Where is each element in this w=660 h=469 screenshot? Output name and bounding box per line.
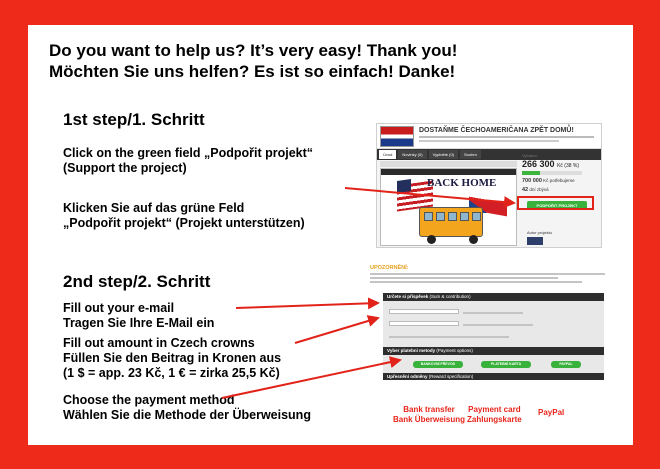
nav-tab-intro[interactable]: Úvod (379, 150, 396, 159)
reward-section-header: Upřesnění odměny (Reward specification) (383, 373, 604, 380)
contribution-section-header: Určete si příspěvek (Sum & contribution) (383, 293, 604, 301)
arrow-step1 (345, 188, 514, 203)
support-project-button[interactable]: PODPOŘIT PROJEKT (527, 201, 587, 210)
step1-instruction-de-sub: „Podpořit projekt“ (Projekt unterstützen) (63, 216, 305, 230)
nav-tab-news[interactable]: Novinky (0) (398, 150, 426, 159)
days-left: 42 (522, 187, 529, 193)
arrow-amount (295, 318, 378, 343)
arrow-email (236, 303, 378, 308)
step2-amount-en: Fill out amount in Czech crowns (63, 336, 255, 350)
bank-transfer-button[interactable]: BANKOVNÍ PŘEVOD (413, 361, 463, 368)
step2-title: 2nd step/2. Schritt (63, 272, 211, 291)
collected-label: Vybráno (522, 153, 537, 158)
step1-instruction-en: Click on the green field „Podpořit projekt“ (63, 146, 314, 160)
nav-tab-fill[interactable]: Vyplněte (0) (429, 150, 458, 159)
step2-amount-de: Füllen Sie den Beitrag in Kronen aus (63, 351, 282, 365)
step2-email-en: Fill out your e-mail (63, 301, 175, 315)
step1-instruction-de: Klicken Sie auf das grüne Feld (63, 201, 245, 215)
payment-section-header: Vyber platební metody (Payment options) (383, 347, 604, 355)
step2-rate: (1 $ = app. 23 Kč, 1 € = zirka 25,5 Kč) (63, 366, 280, 380)
nav-tab-summary[interactable]: Souhrn (460, 150, 481, 159)
target-label: Kč potřebujeme (543, 178, 575, 183)
warning-heading: UPOZORNĚNÍ: (370, 265, 409, 271)
step1-instruction-en-sub: (Support the project) (63, 161, 187, 175)
author-label: Autor projektu (527, 230, 552, 235)
headline-english: Do you want to help us? It’s very easy! Thank you! (49, 41, 458, 60)
target-amount: 700 000 (522, 178, 542, 184)
collected-amount: 266 300 (522, 159, 555, 169)
headline-german: Möchten Sie uns helfen? Es ist so einfach! Danke! (49, 62, 456, 81)
arrow-method (222, 360, 400, 398)
step2-email-de: Tragen Sie Ihre E-Mail ein (63, 316, 215, 330)
bank-transfer-label: Bank transfer Bank Überweisung (393, 405, 466, 424)
payment-card-label: Payment card Zahlungskarte (467, 405, 522, 424)
step2-method-de: Wählen Sie die Methode der Überweisung (63, 408, 311, 422)
paypal-label: PayPal (538, 408, 565, 417)
step2-method-en: Choose the payment method (63, 393, 235, 407)
paypal-button[interactable]: PAYPAL (551, 361, 581, 368)
step1-title: 1st step/1. Schritt (63, 110, 205, 129)
payment-card-button[interactable]: PLATEBNÍ KARTA (481, 361, 531, 368)
project-title: DOSTAŇME ČECHOAMERIČANA ZPĚT DOMŮ! (419, 127, 574, 134)
collected-suffix: Kč (38 %) (557, 163, 580, 169)
days-label: dní zbývá (529, 187, 549, 192)
back-home-caption: BACK HOME (427, 177, 497, 189)
